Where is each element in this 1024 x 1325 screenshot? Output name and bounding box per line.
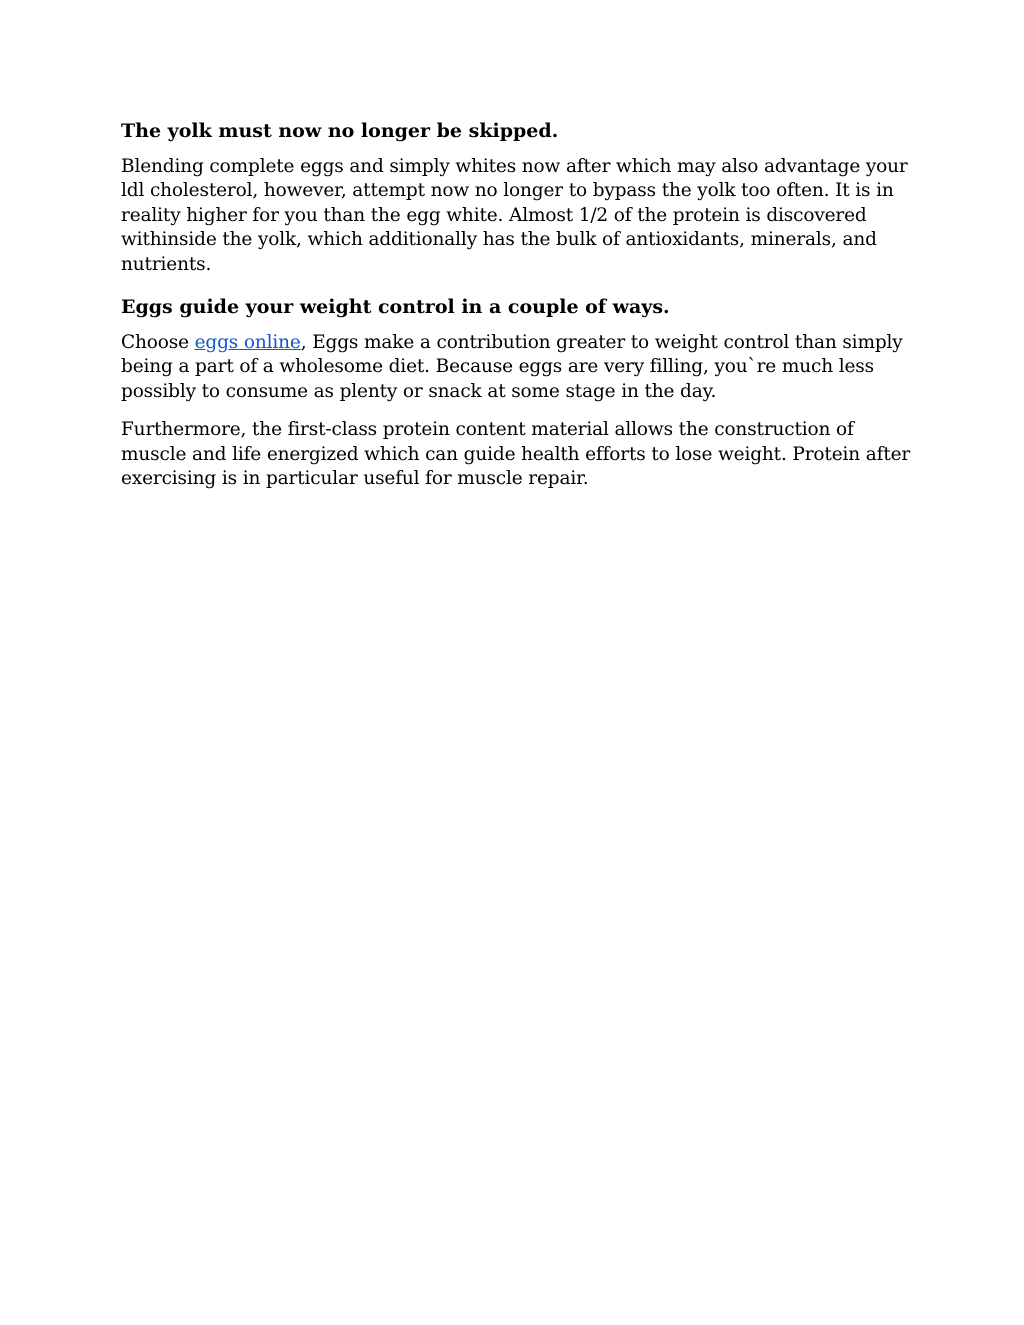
section-heading-yolk: The yolk must now no longer be skipped. bbox=[121, 120, 559, 142]
paragraph-prefix: Choose bbox=[121, 332, 195, 354]
paragraph-protein: Furthermore, the first-class protein content material allows the construction of muscle and life energized which can guide health efforts to lose weight. Protein after exercising is in particular useful for muscle repair. bbox=[121, 419, 911, 490]
paragraph-yolk: Blending complete eggs and simply whites now after which may also advantage your ldl cholesterol, however, attempt now no longer to bypass the yolk too often. It is in reality higher for you than the egg white. Almost 1/2 of the protein is discovered withinside the yolk, which additionally has the bulk of antioxidants, minerals, and nutrients. bbox=[121, 156, 908, 275]
section-heading-weight-control: Eggs guide your weight control in a couple of ways. bbox=[121, 296, 670, 319]
eggs-online-link[interactable]: eggs online bbox=[194, 332, 301, 354]
document-page bbox=[121, 113, 911, 505]
paragraph-suffix: , Eggs make a contribution greater to weight control than simply being a part of a wholesome diet. Because eggs are very filling, you`re much less possibly to consume as plenty or snack at some stage in the day. bbox=[121, 332, 903, 402]
paragraph-weight-control bbox=[121, 331, 911, 404]
